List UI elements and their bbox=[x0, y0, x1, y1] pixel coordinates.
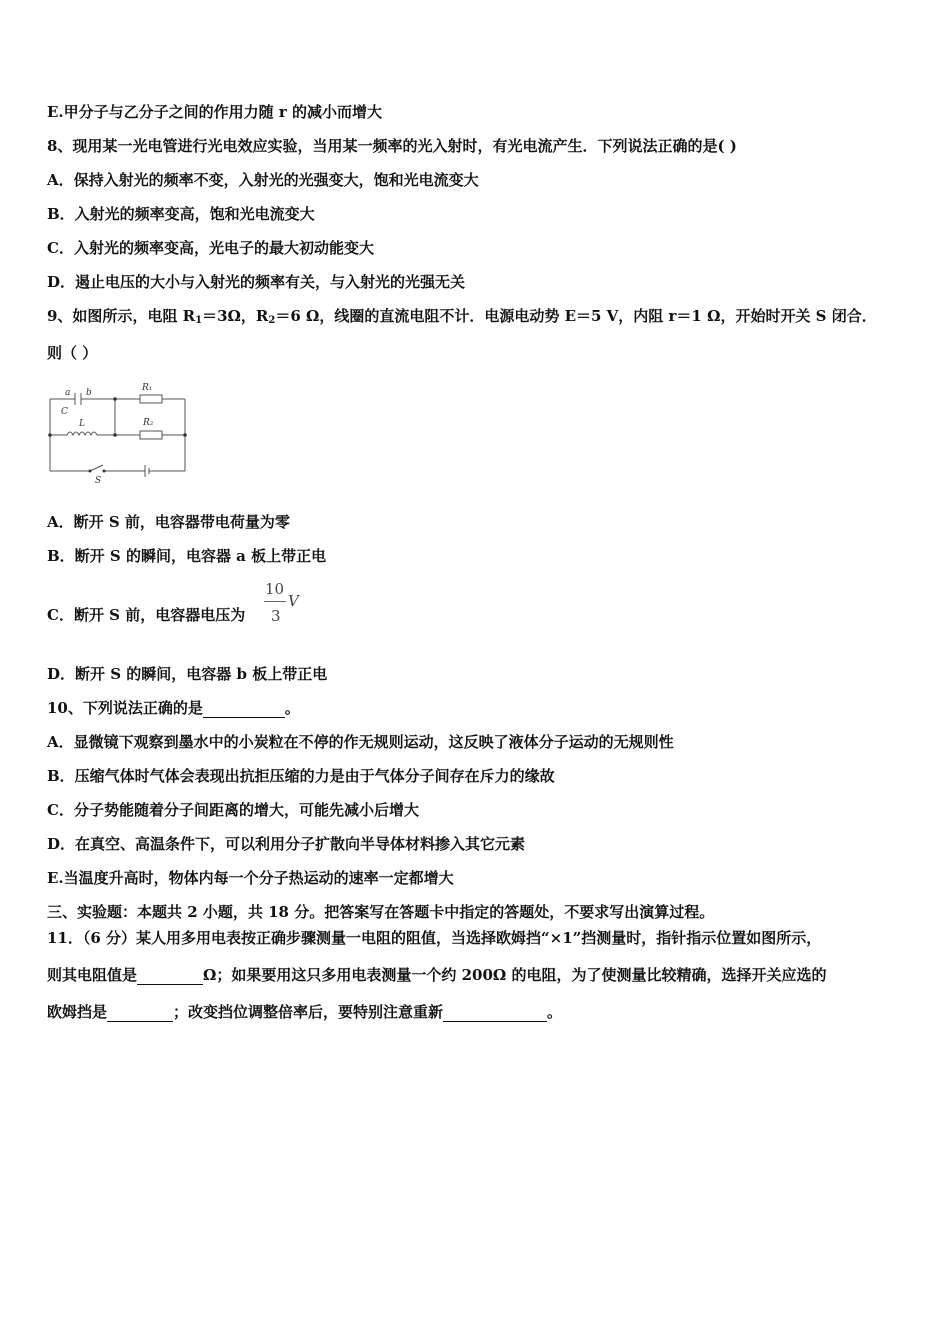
q11-line3-a: 欧姆挡是 bbox=[47, 1003, 108, 1021]
q11-blank-resistance[interactable] bbox=[137, 968, 203, 985]
q11-line2-a: 则其电阻值是 bbox=[47, 966, 138, 984]
q7-option-e: E.甲分子与乙分子之间的作用力随 r 的减小而增大 bbox=[47, 103, 383, 121]
q10-answer-blank[interactable] bbox=[203, 701, 285, 718]
inductor-coil bbox=[67, 432, 97, 435]
q9-stem-part1: 9、如图所示，电阻 R bbox=[47, 307, 196, 325]
fraction-numerator: 10 bbox=[265, 580, 285, 598]
q11-blank-ohm-range[interactable] bbox=[107, 1005, 173, 1022]
q9-sub1: 1 bbox=[195, 315, 203, 326]
q9-option-a: A．断开 S 前，电容器带电荷量为零 bbox=[47, 513, 290, 531]
label-c: C bbox=[61, 407, 68, 417]
q8-option-d: D．遏止电压的大小与入射光的频率有关，与入射光的光强无关 bbox=[47, 273, 466, 291]
label-a: a bbox=[65, 388, 71, 398]
q10-option-a: A．显微镜下观察到墨水中的小炭粒在不停的作无规则运动，这反映了液体分子运动的无规则性 bbox=[47, 733, 674, 751]
q10-option-e: E.当温度升高时，物体内每一个分子热运动的速率一定都增大 bbox=[47, 869, 454, 887]
label-s: S bbox=[95, 476, 102, 486]
circuit-diagram bbox=[45, 374, 190, 486]
q9-option-d: D．断开 S 的瞬间，电容器 b 板上带正电 bbox=[47, 665, 328, 683]
q10-option-c: C．分子势能随着分子间距离的增大，可能先减小后增大 bbox=[47, 801, 419, 819]
q10-stem-end: 。 bbox=[284, 699, 300, 717]
q9-option-c: C．断开 S 前，电容器电压为 bbox=[47, 606, 246, 624]
switch-s bbox=[90, 465, 103, 471]
label-r2: R₂ bbox=[143, 418, 154, 428]
q8-option-a: A．保持入射光的频率不变，入射光的光强变大，饱和光电流变大 bbox=[47, 171, 479, 189]
section-3-heading: 三、实验题：本题共 2 小题，共 18 分。把答案写在答题卡中指定的答题处，不要求写出演算过程。 bbox=[47, 903, 715, 921]
q8-option-b: B．入射光的频率变高，饱和光电流变大 bbox=[47, 205, 315, 223]
q9-stem-part2: ＝3Ω，R bbox=[202, 307, 269, 325]
resistor-r2 bbox=[140, 431, 162, 439]
q10-option-b: B．压缩气体时气体会表现出抗拒压缩的力是由于气体分子间存在斥力的缘故 bbox=[47, 767, 555, 785]
q10-stem bbox=[47, 698, 300, 718]
fraction-bar bbox=[264, 601, 286, 602]
label-b: b bbox=[86, 388, 92, 398]
fraction-denominator: 3 bbox=[271, 607, 281, 625]
q9-stem-line2: 则（ ） bbox=[47, 344, 98, 362]
q11-line3-c: 。 bbox=[547, 1003, 563, 1021]
q11-line3 bbox=[47, 1002, 562, 1022]
q8-stem: 8、现用某一光电管进行光电效应实验，当用某一频率的光入射时，有光电流产生．下列说法正确的是( ) bbox=[47, 137, 737, 155]
q10-option-d: D．在真空、高温条件下，可以利用分子扩散向半导体材料掺入其它元素 bbox=[47, 835, 526, 853]
fraction-10-3-v bbox=[262, 580, 302, 628]
q9-sub2: 2 bbox=[268, 315, 276, 326]
q9-option-b: B．断开 S 的瞬间，电容器 a 板上带正电 bbox=[47, 547, 327, 565]
q9-stem-part3: ＝6 Ω，线圈的直流电阻不计．电源电动势 E＝5 V，内阻 r＝1 Ω，开始时开关 S 闭合． bbox=[275, 307, 877, 325]
label-l: L bbox=[79, 419, 85, 429]
q10-stem-text: 10、下列说法正确的是 bbox=[47, 699, 203, 717]
q11-line3-b: ；改变挡位调整倍率后，要特别注意重新 bbox=[173, 1003, 444, 1021]
q11-blank-zero-adjust[interactable] bbox=[443, 1005, 547, 1022]
resistor-r1 bbox=[140, 395, 162, 403]
q11-line2 bbox=[47, 965, 826, 985]
q9-stem bbox=[47, 306, 877, 331]
label-r1: R₁ bbox=[142, 383, 153, 393]
fraction-unit: V bbox=[288, 592, 299, 610]
q8-option-c: C．入射光的频率变高，光电子的最大初动能变大 bbox=[47, 239, 374, 257]
q11-line1: 11．（6 分）某人用多用电表按正确步骤测量一电阻的阻值，当选择欧姆挡“×1”挡测量时，指针指示位置如图所示， bbox=[47, 929, 822, 947]
q11-line2-b: Ω；如果要用这只多用电表测量一个约 200Ω 的电阻，为了使测量比较精确，选择开关应选的 bbox=[203, 966, 827, 984]
